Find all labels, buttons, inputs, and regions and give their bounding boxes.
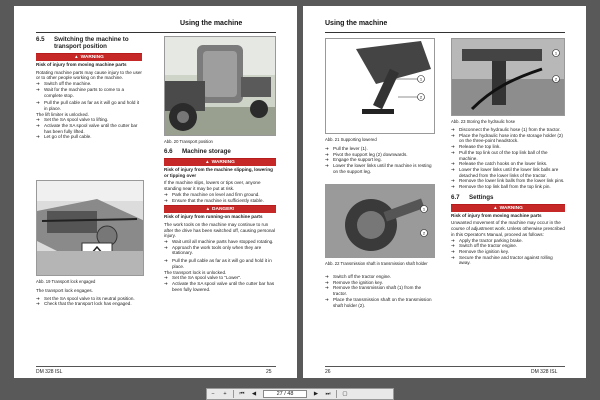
step: ➔ Park the machine on level and firm ground. <box>164 192 276 198</box>
callout-2: 2 <box>422 230 426 236</box>
callout-1: 1 <box>422 206 426 212</box>
figure-21-drawing <box>325 38 435 134</box>
page-header: Using the machine <box>180 20 243 27</box>
step: ➔ Remove the top link ball from the top link pin. <box>451 184 565 190</box>
step: ➔ Approach the work tools only when they are stationary. <box>164 245 276 256</box>
figure-20-photo <box>164 36 276 136</box>
prev-page-icon[interactable]: ◀ <box>251 391 257 397</box>
callout-1: 1 <box>554 50 558 56</box>
warning-box <box>164 158 276 166</box>
result-text: The transport lock is unlocked. <box>164 269 227 275</box>
section-heading-6-7: 6.7 Settings <box>451 193 494 201</box>
result-text: The lift limiter is unlocked. <box>36 111 89 117</box>
figure-23-photo <box>451 38 565 116</box>
step: ➔ Lower the lower links until the machine is resting on the support leg. <box>325 163 435 174</box>
danger-box <box>164 205 276 213</box>
last-page-icon[interactable]: ⏭ <box>325 390 331 397</box>
callout-2: 2 <box>554 76 558 82</box>
footer-rule <box>36 366 276 367</box>
left-steps-2 <box>325 274 435 308</box>
warning-text: Rotating machine parts may cause injury to the user or to other people working on the machine. <box>36 69 142 81</box>
step: ➔ Pull the lever (1). <box>325 146 435 152</box>
figure-23-caption: Abb. 23 Storing the hydraulic hose <box>451 119 516 124</box>
page-number: 26 <box>325 369 331 375</box>
callout-1: 1 <box>419 76 423 82</box>
step: ➔ Lower the lower links until the lower link balls are detached from the lower links of the tractor. <box>451 167 565 178</box>
step: ➔ Wait for the machine parts to come to a complete stop. <box>36 87 142 98</box>
step: ➔ Release the top link. <box>451 144 565 150</box>
step: ➔ Ensure that the machine is sufficiently stable. <box>164 198 276 204</box>
left-column <box>36 36 142 140</box>
transport-lock-illustration <box>37 181 144 276</box>
transport-position-illustration <box>165 37 276 136</box>
warning-title: Risk of injury from moving machine parts <box>451 212 542 218</box>
figure-22-caption: Abb. 22 Transmission shaft in transmission shaft holder <box>325 261 428 266</box>
section-heading-6-6: 6.6 Machine storage <box>164 148 231 155</box>
warning-box <box>451 204 565 212</box>
step: ➔ Pivot the support leg (2) downwards. <box>325 152 435 158</box>
right-page <box>303 6 586 378</box>
first-page-icon[interactable]: ⏮ <box>239 390 245 397</box>
step: ➔ Set the SA spool valve to lifting. <box>36 117 142 123</box>
warning-triangle-icon: ▲ <box>493 204 498 210</box>
section-heading-6-5: 6.5 Switching the machine to transport position <box>36 36 129 50</box>
left-steps-1 <box>325 146 435 175</box>
step: ➔ Check that the transport lock has engaged. <box>36 301 142 307</box>
warning-triangle-icon: ▲ <box>205 206 211 212</box>
warning-text: If the machine slips, lowers or tips over, anyone standing near it may be put at risk. <box>164 180 261 192</box>
left-page <box>14 6 297 378</box>
result-text: The transport lock engages. <box>36 288 93 293</box>
figure-19-caption: Abb. 19 Transport lock engaged <box>36 279 96 284</box>
step: ➔ Activate the SA spool valve until the cutter bar has been fully lifted. <box>36 123 142 134</box>
danger-title: Risk of injury from running-on machine parts <box>164 214 263 220</box>
warning-text: Unwanted movement of the machine may occur in the course of adjustment work. Unless otherwise prescribed in this Operator's Manual, proceed as follows: <box>451 220 565 237</box>
footer-rule <box>325 366 565 367</box>
step: ➔ Place the hydraulic hose into the storage holder (2) on the three-point headstock. <box>451 133 565 144</box>
header-rule <box>36 32 276 33</box>
step: ➔ Wait until all machine parts have stopped rotating. <box>164 239 276 245</box>
footer-model: DM 328 ISL <box>531 369 558 375</box>
step: ➔ Let go of the pull cable. <box>36 134 142 140</box>
step: ➔ Apply the tractor parking brake. <box>451 238 565 244</box>
step: ➔ Switch off the tractor engine. <box>325 274 435 280</box>
step: ➔ Pull the pull cable as far as it will go and hold it in place. <box>164 258 276 269</box>
step: ➔ Set the SA spool valve to its neutral position. <box>36 296 142 302</box>
figure-20-caption: Abb. 20 Transport position <box>164 139 213 144</box>
danger-text: The work tools on the machine may continue to run after the drive has been switched off, causing personal injury. <box>164 221 275 239</box>
warning-title: Risk of injury from moving machine parts <box>36 62 127 67</box>
page-indicator-input[interactable]: 27 / 48 <box>263 390 307 398</box>
footer-model: DM 328 ISL <box>36 369 63 375</box>
transmission-shaft-illustration <box>326 185 435 258</box>
step: ➔ Remove the ignition key. <box>451 249 565 255</box>
warning-label: ▲ WARNING <box>164 159 276 166</box>
next-page-icon[interactable]: ▶ <box>313 391 319 397</box>
viewer-toolbar <box>206 388 394 400</box>
step: ➔ Remove the lower link balls from the lower link pins. <box>451 178 565 184</box>
step: ➔ Place the transmission shaft on the transmission shaft holder (2). <box>325 297 435 308</box>
step: ➔ Release the catch hooks on the lower links. <box>451 161 565 167</box>
warning-triangle-icon: ▲ <box>205 159 210 164</box>
warning-triangle-icon: ▲ <box>74 54 79 59</box>
step: ➔ Switch off the tractor engine. <box>451 243 565 249</box>
warning-label: ▲ WARNING <box>36 54 142 61</box>
danger-label: ▲ DANGER! <box>164 206 276 213</box>
step: ➔ Switch off the machine. <box>36 81 142 87</box>
step: ➔ Set the SA spool valve to "Lower". <box>164 275 276 281</box>
right-column <box>164 148 276 292</box>
warning-title: Risk of injury from the machine slipping, lowering or tipping over <box>164 167 273 178</box>
step: ➔ Pull the top link out of the top link ball of the machine. <box>451 150 565 161</box>
step: ➔ Disconnect the hydraulic hose (1) from the tractor. <box>451 127 565 133</box>
header-rule <box>325 32 565 33</box>
step: ➔ Remove the ignition key. <box>325 280 435 286</box>
figure-22-photo <box>325 184 435 258</box>
figure-21-caption: Abb. 21 Supporting lowered <box>325 137 377 142</box>
zoom-in-icon[interactable]: + <box>223 391 227 397</box>
step: ➔ Remove the transmission shaft (1) from the tractor. <box>325 285 435 296</box>
callout-2: 2 <box>419 94 423 100</box>
fit-icon[interactable]: ▢ <box>342 391 348 397</box>
step: ➔ Engage the support leg. <box>325 157 435 163</box>
zoom-out-icon[interactable]: − <box>211 391 215 397</box>
left-column-bottom <box>36 288 142 307</box>
step: ➔ Pull the pull cable as far as it will go and hold it in place. <box>36 100 142 111</box>
step: ➔ Activate the SA spool valve until the cutter bar has been fully lowered. <box>164 281 276 292</box>
figure-19-photo <box>36 180 144 276</box>
warning-box <box>36 53 142 61</box>
warning-label: ▲ WARNING <box>451 205 565 212</box>
hydraulic-hose-illustration <box>452 39 565 116</box>
page-number: 25 <box>266 369 272 375</box>
page-header: Using the machine <box>325 20 388 27</box>
support-leg-illustration <box>326 39 435 134</box>
step: ➔ Secure the machine and tractor against rolling away. <box>451 255 565 266</box>
right-steps <box>451 127 565 266</box>
